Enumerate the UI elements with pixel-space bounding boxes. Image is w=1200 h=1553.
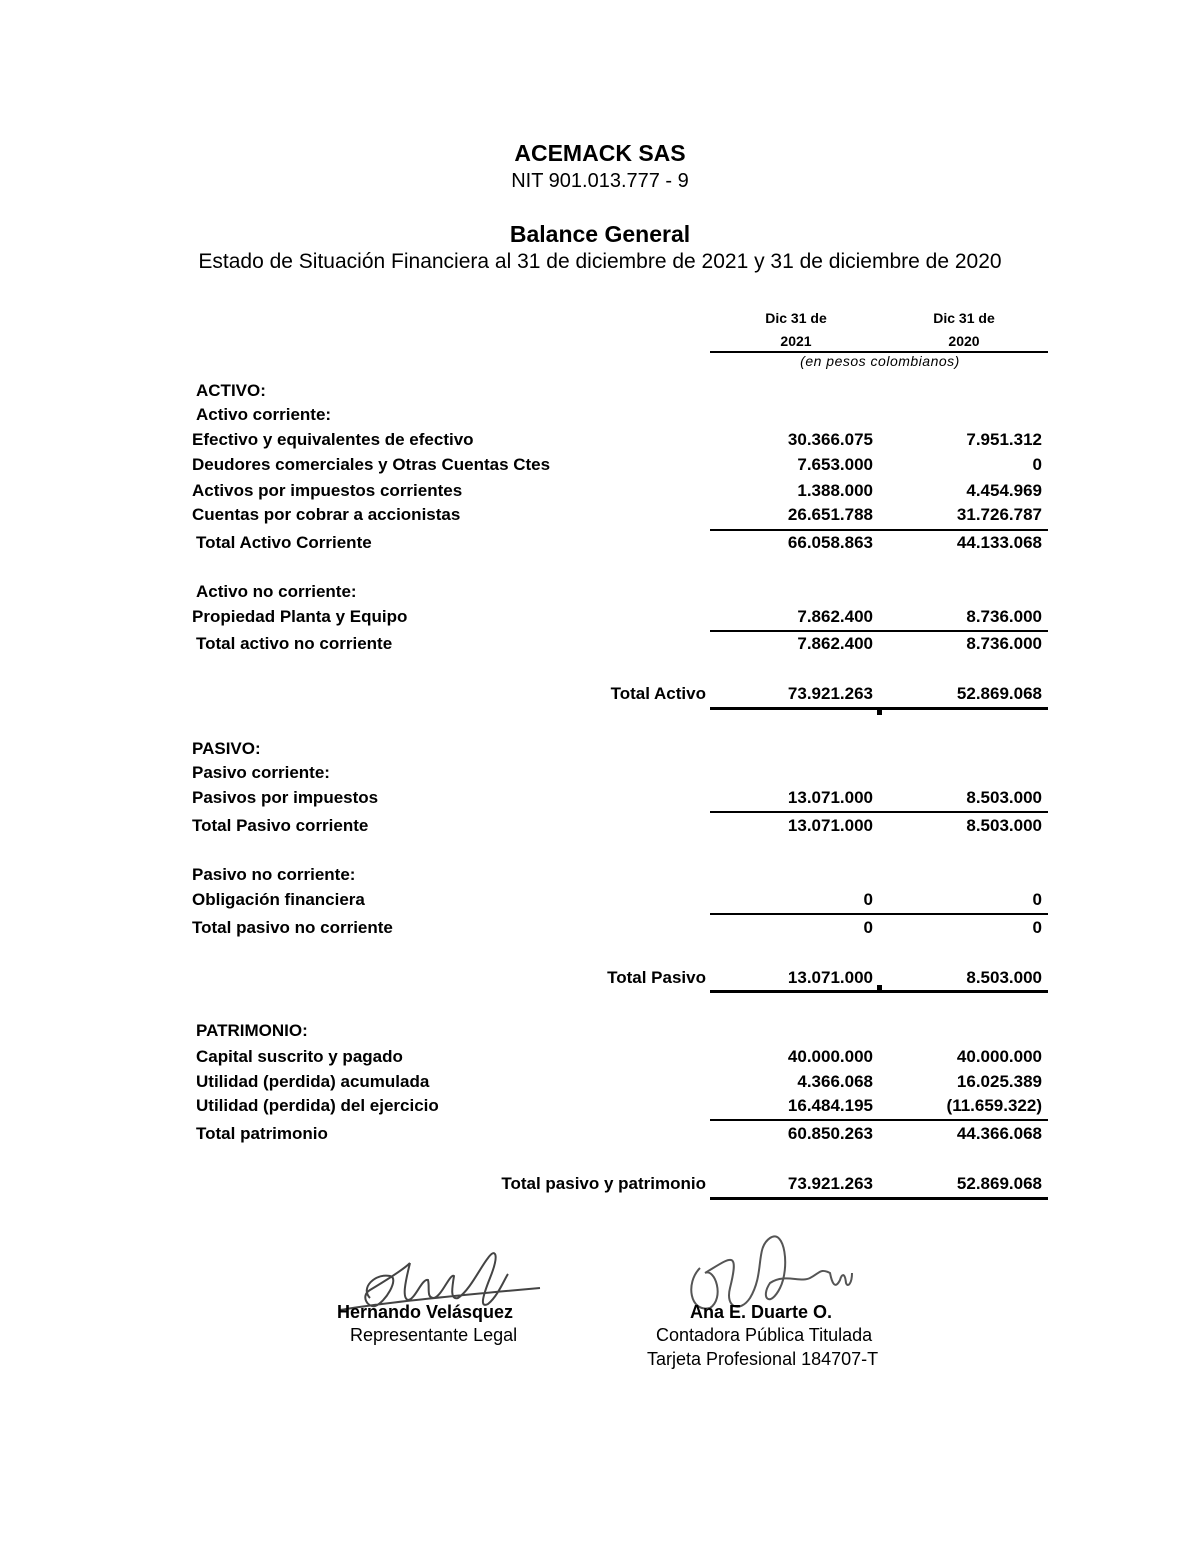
total-row <box>0 684 1200 708</box>
row-label: Propiedad Planta y Equipo <box>192 607 408 626</box>
row-label: Utilidad (perdida) acumulada <box>196 1072 430 1091</box>
row-label: Total pasivo no corriente <box>192 918 393 937</box>
value-2021: 16.484.195 <box>787 1096 873 1115</box>
signatory-role-legal-rep: Representante Legal <box>350 1325 518 1345</box>
row-label: Activos por impuestos corrientes <box>192 481 463 500</box>
value-2021: 7.862.400 <box>797 607 873 626</box>
row-label: Total Activo Corriente <box>196 533 372 552</box>
value-2020: (11.659.322) <box>946 1096 1042 1115</box>
signatory-name-accountant: Ana E. Duarte O. <box>690 1302 833 1322</box>
column-2020-header-year: 2020 <box>948 333 980 349</box>
value-2020: 31.726.787 <box>956 505 1042 524</box>
subtotal-rule <box>710 811 1048 813</box>
column-2020-header-line1: Dic 31 de <box>933 310 995 326</box>
report-subtitle: Estado de Situación Financiera al 31 de diciembre de 2021 y 31 de diciembre de 2020 <box>198 250 1002 273</box>
row-label: Cuentas por cobrar a accionistas <box>192 505 461 524</box>
table-row <box>0 788 1200 812</box>
subtotal-row <box>0 533 1200 557</box>
table-row <box>0 1072 1200 1096</box>
subtotal-row <box>0 816 1200 840</box>
value-2021: 13.071.000 <box>787 968 873 987</box>
subtotal-rule <box>710 529 1048 531</box>
value-2021: 13.071.000 <box>787 816 873 835</box>
value-2021: 0 <box>863 918 873 937</box>
report-title: Balance General <box>509 221 691 247</box>
currency-note: (en pesos colombianos) <box>800 353 960 369</box>
row-label: Efectivo y equivalentes de efectivo <box>192 430 474 449</box>
activo-no-corriente-heading: Activo no corriente: <box>196 582 357 601</box>
value-2020: 44.133.068 <box>956 533 1042 552</box>
value-2020: 16.025.389 <box>956 1072 1042 1091</box>
value-2021: 0 <box>863 890 873 909</box>
value-2021: 60.850.263 <box>787 1124 873 1143</box>
signatory-card-accountant: Tarjeta Profesional 184707-T <box>647 1349 879 1369</box>
row-label: Total Pasivo <box>607 968 706 987</box>
table-row <box>0 1047 1200 1071</box>
value-2021: 13.071.000 <box>787 788 873 807</box>
row-label: Obligación financiera <box>192 890 365 909</box>
row-label: Total pasivo y patrimonio <box>501 1174 706 1193</box>
table-row <box>0 505 1200 529</box>
value-2020: 52.869.068 <box>956 1174 1042 1193</box>
signatory-name-legal-rep: Hernando Velásquez <box>337 1302 514 1322</box>
pasivo-corriente-heading: Pasivo corriente: <box>192 763 330 782</box>
value-2021: 1.388.000 <box>797 481 873 500</box>
subsection-heading <box>0 582 1200 606</box>
pasivo-no-corriente-heading: Pasivo no corriente: <box>192 865 356 884</box>
value-2021: 7.862.400 <box>797 634 873 653</box>
table-row <box>0 430 1200 454</box>
signatory-role-accountant: Contadora Pública Titulada <box>656 1325 873 1345</box>
value-2020: 8.503.000 <box>966 788 1042 807</box>
value-2021: 26.651.788 <box>787 505 873 524</box>
value-2021: 66.058.863 <box>787 533 873 552</box>
row-label: Total Pasivo corriente <box>192 816 369 835</box>
column-2021-header-year: 2021 <box>780 333 812 349</box>
row-label: Total Activo <box>610 684 706 703</box>
value-2021: 73.921.263 <box>787 1174 873 1193</box>
value-2021: 73.921.263 <box>787 684 873 703</box>
table-row <box>0 890 1200 914</box>
subtotal-row <box>0 634 1200 658</box>
value-2020: 8.736.000 <box>966 607 1042 626</box>
value-2020: 8.736.000 <box>966 634 1042 653</box>
grand-total-rule <box>710 1197 1048 1200</box>
total-rule <box>710 990 1048 993</box>
value-2021: 4.366.068 <box>797 1072 873 1091</box>
rule-tick-mark <box>877 710 882 715</box>
company-name: ACEMACK SAS <box>514 140 686 166</box>
value-2020: 0 <box>1032 918 1042 937</box>
section-heading-patrimonio <box>0 1021 1200 1045</box>
activo-heading: ACTIVO: <box>196 381 266 400</box>
value-2021: 30.366.075 <box>787 430 873 449</box>
value-2020: 4.454.969 <box>966 481 1042 500</box>
value-2020: 44.366.068 <box>956 1124 1042 1143</box>
subsection-heading <box>0 405 1200 429</box>
value-2020: 8.503.000 <box>966 968 1042 987</box>
column-2021-header-line1: Dic 31 de <box>765 310 827 326</box>
value-2020: 52.869.068 <box>956 684 1042 703</box>
activo-corriente-heading: Activo corriente: <box>196 405 332 424</box>
subtotal-rule <box>710 1119 1048 1121</box>
rule-tick-mark <box>877 985 882 990</box>
table-row <box>0 607 1200 631</box>
row-label: Total patrimonio <box>196 1124 328 1143</box>
grand-total-row <box>0 1174 1200 1198</box>
section-heading-pasivo <box>0 739 1200 763</box>
row-label: Pasivos por impuestos <box>192 788 379 807</box>
table-row <box>0 455 1200 479</box>
subsection-heading <box>0 763 1200 787</box>
section-heading-activo <box>0 381 1200 405</box>
value-2020: 0 <box>1032 455 1042 474</box>
value-2021: 40.000.000 <box>787 1047 873 1066</box>
subtotal-row <box>0 918 1200 942</box>
row-label: Capital suscrito y pagado <box>196 1047 403 1066</box>
row-label: Utilidad (perdida) del ejercicio <box>196 1096 439 1115</box>
value-2020: 40.000.000 <box>956 1047 1042 1066</box>
company-nit: NIT 901.013.777 - 9 <box>511 170 689 192</box>
table-row <box>0 1096 1200 1120</box>
table-row <box>0 481 1200 505</box>
total-row <box>0 968 1200 992</box>
row-label: Deudores comerciales y Otras Cuentas Ctes <box>192 455 551 474</box>
subsection-heading <box>0 865 1200 889</box>
value-2020: 0 <box>1032 890 1042 909</box>
value-2020: 7.951.312 <box>966 430 1042 449</box>
pasivo-heading: PASIVO: <box>192 739 261 758</box>
subtotal-rule <box>710 630 1048 632</box>
value-2021: 7.653.000 <box>797 455 873 474</box>
subtotal-row <box>0 1124 1200 1148</box>
subtotal-rule <box>710 913 1048 915</box>
value-2020: 8.503.000 <box>966 816 1042 835</box>
patrimonio-heading: PATRIMONIO: <box>196 1021 308 1040</box>
row-label: Total activo no corriente <box>196 634 393 653</box>
